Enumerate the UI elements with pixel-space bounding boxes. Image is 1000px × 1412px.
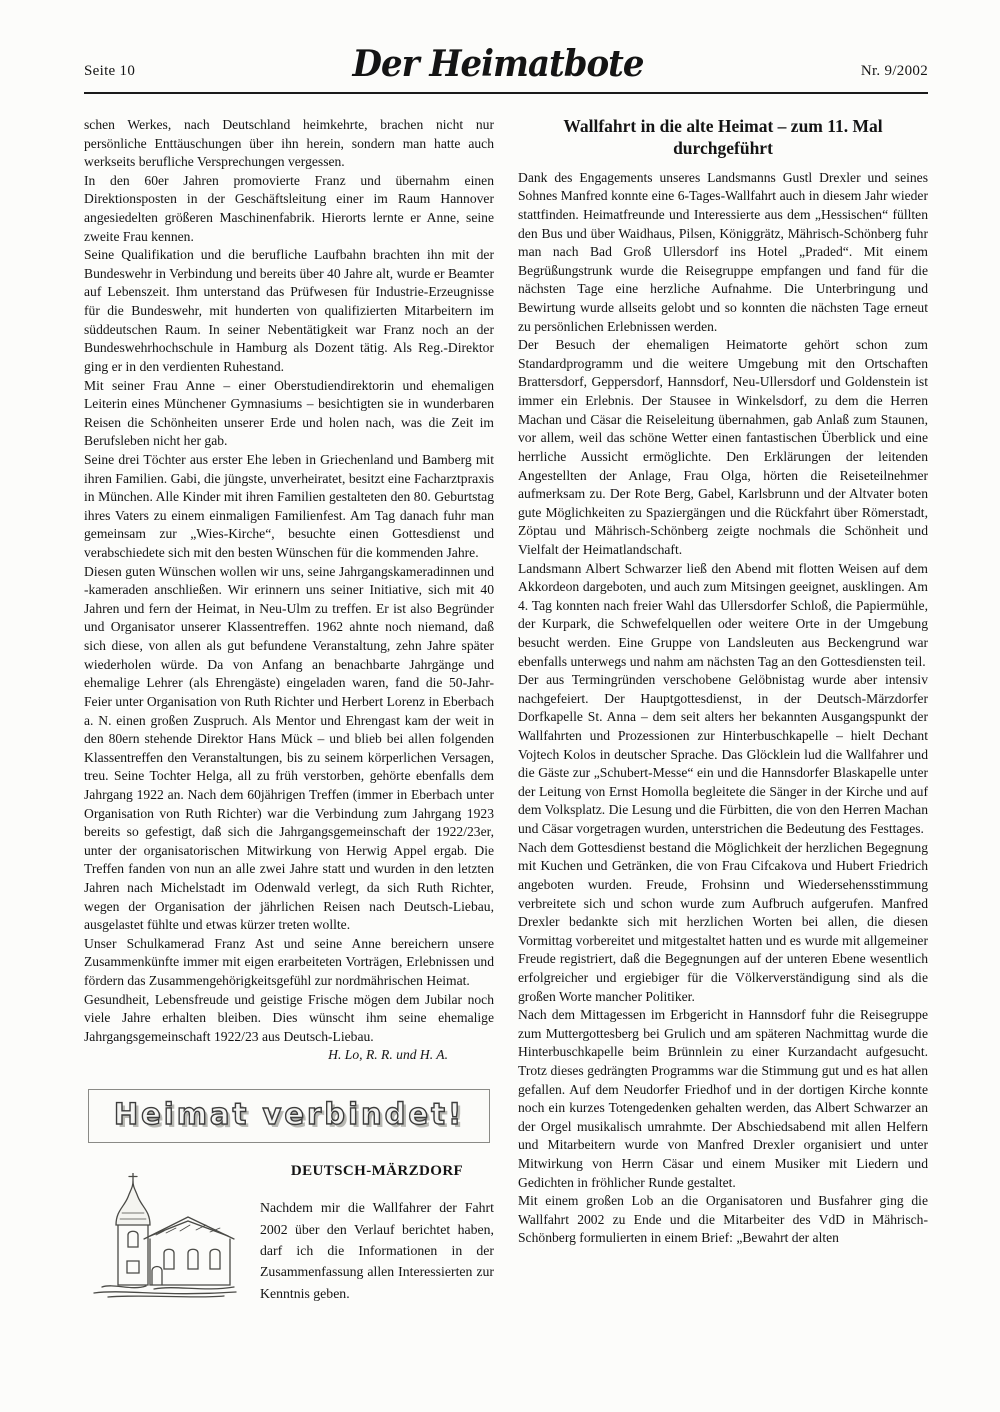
section-heading: DEUTSCH-MÄRZDORF [290, 1162, 464, 1179]
heimat-verbindet-banner [88, 1089, 490, 1143]
right-paragraph: Dank des Engagements unseres Landsmanns Gustl Drexler und seines Sohnes Manfred konnte eine 6-Tages-Wallfahrt auch in diesem Jahr wieder stattfinden. Heimatfreunde und Interessierte aus dem „Hessischen“ füllten den Bus und über Waidhaus, Pilsen, Königgrätz, Mährisch-Schönberg fuhr man nach Bad Groß Ullersdorf ins Hotel „Praded“. Mit einem Begrüßungstrunk wurde die Reisegruppe empfangen und fand für die nächsten Tage eine herzliche Aufnahme. Die Unterbringung und Bewirtung wurde allseits gelobt und so konnten die nächsten Tage erneut zu persönlichen Erlebnissen werden. [518, 169, 928, 334]
banner-text: Heimat verbindet! [113, 1097, 465, 1132]
page-number: Seite 10 [84, 63, 136, 79]
issue-number: Nr. 9/2002 [860, 63, 928, 79]
right-column [518, 116, 928, 1304]
section-paragraph: Nachdem mir die Wallfahrer der Fahrt 2002 über den Verlauf berichtet haben, darf ich die Informationen in der Zusammenfassung allen Interessierten zur Kenntnis geben. [260, 1200, 494, 1301]
deutsch-maerzdorf-section [84, 1157, 494, 1304]
article-signature: H. Lo, R. R. und H. A. [328, 1047, 448, 1063]
left-paragraph: In den 60er Jahren promovierte Franz und übernahm einen Direktionsposten in der Geschäftsleitung einer im Raum Hannover angesiedelten größeren Maschinenfabrik. Hierorts lernte er Anne, seine zweite Frau kennen. [84, 172, 494, 244]
page-header [84, 44, 928, 94]
right-paragraph: Der Besuch der ehemaligen Heimatorte gehört schon zum Standardprogramm und die weitere Umgebung mit den Ortschaften Brattersdorf, Geppersdorf, Hannsdorf, Neu-Ullersdorf und Goldenstein ist immer ein Erlebnis. Der Stausee in Winkelsdorf, zu dem die Herren Machan und Cäsar die Reiseleitung übernahmen, gab Anlaß zum Staunen, vor allem, weil das schöne Wetter einen fantastischen Überblick und eine herrliche Aussicht ermöglichte. Den Erklärungen der leitenden Angestellten der Anlage, Frau Olga, hörten die Reiseteilnehmer aufmerksam zu. Der Rote Berg, Gabel, Karlsbrunn und der Altvater boten gute Möglichkeiten zu Spaziergängen und die Rückfahrt über Römerstadt, Zöptau und Mährisch-Schönberg zeigte nochmals die Schönheit und Vielfalt der Heimatlandschaft. [518, 337, 928, 557]
left-paragraph: Diesen guten Wünschen wollen wir uns, seine Jahrgangskameradinnen und -kameraden anschließen. Wir erinnern uns seiner Initiative, sich mit 40 Jahren und fern der Heimat, in Neu-Ulm zu treffen. Er ist also Begründer und Organisator unserer Klassentreffen. 1962 ahnte noch niemand, daß sich diese, von allen als gut befundene Veranstaltung, zehn Jahre später wiederholen würde. Da von Anfang an benachbarte Jahrgänge und ehemalige Lehrer (als Ehrengäste) eingeladen waren, fand die 50-Jahr-Feier unter Organisation von Ruth Richter und Herbert Lorenz in Eberbach a. N. einen großen Zuspruch. Als Mentor und Ehrengast kam der weit in den 80ern stehende Direktor Hans Mück – und blieb bei allen folgenden Klassentreffen den Veranstaltungen, bis zu seinem körperlichen Versagen, treu. Seine Tochter Helga, all zu früh verstorben, gehörte ebenfalls dem Jahrgang 1922 an. Nach dem 60jährigen Treffen (immer in Eberbach unter Organisation von Ruth Richter) war die Verbindung zum Jahrgang 1923 bereits so gefestigt, daß sich die Jahrgangsgemeinschaft der 1922/23er, unter der organisatorischen Mitwirkung von Herwig Appel ergab. Die Treffen fanden von nun an alle zwei Jahre statt und wurden in den letzten Jahren nach Michelstadt im Odenwald verlegt, da sich Ruth Richter, wegen der Organisation der jährlichen Reisen nach Deutsch-Liebau, ausgelastet fühlte und etwas kürzer treten wollte. [84, 563, 494, 933]
left-paragraph: Mit seiner Frau Anne – einer Oberstudiendirektorin und ehemaligen Leiterin eines Münchener Gymnasiums – besichtigten sie in wunderbaren Reisen die Schönheiten unserer Erde und holen nach, was die Zeit im Berufsleben nicht her gab. [84, 377, 494, 449]
right-paragraph: Nach dem Mittagessen im Erbgericht in Hannsdorf fuhr die Reisegruppe zum Muttergottesberg bei Grulich und am späteren Nachmittag wurde die Hinterbuschkapelle beim Brünnlein zu einer Kurzandacht aufgesucht. Trotz dieses gedrängten Programms war die Stimmung gut und es hat allen gefallen. Auf dem Neudorfer Friedhof und in der dortigen Kirche konnte noch ein kurzes Totengedenken gehalten werden, das Albert Schwarzer an der Orgel musikalisch umrahmte. Der Abschiedsabend mit allen Helfern und Mitarbeitern wurde von Manfred Drexler organisiert und unter Mitwirkung von Herrn Cäsar und einem Musiker mit Liedern und Gedichten in fröhlicher Runde gestaltet. [518, 1007, 928, 1190]
article-columns [84, 116, 928, 1304]
left-paragraph: Unser Schulkamerad Franz Ast und seine Anne bereichern unsere Zusammenkünfte immer mit eigen erarbeiteten Vorträgen, Erlebnissen und fördern das Zusammengehörigkeitsgefühl zur nordmährischen Heimat. [84, 935, 494, 989]
left-paragraph: schen Werkes, nach Deutschland heimkehrte, brachen nicht nur persönliche Enttäuschungen über ihn herein, sondern man hatte auch werkseits berufliche Versprechungen vergessen. [84, 117, 494, 170]
right-paragraph: Der aus Termingründen verschobene Gelöbnistag wurde aber intensiv nachgefeiert. Der Hauptgottesdienst, in der Deutsch-Märzdorfer Dorfkapelle St. Anna – dem seit alters her bekannten Ausgangspunkt der Wallfahrten und Prozessionen zur Hinterbuschkapelle – hielt Dechant Vojtech Kolos in deutscher Sprache. Das Glöcklein lud die Wallfahrer und die Gäste zur „Schubert-Messe“ ein und die Hannsdorfer Blaskapelle unter der Leitung von Ernst Homolla begleitete die Sänger in der Kirche und auf dem Volksplatz. Die Lesung und die Fürbitten, die von den Herren Machan und Cäsar vorgetragen wurden, unterstrichen die Bedeutung des Festtages. [518, 672, 928, 837]
left-column [84, 116, 494, 1304]
left-paragraph: Seine drei Töchter aus erster Ehe leben in Griechenland und Bamberg mit ihren Familien. Gabi, die jüngste, unverheiratet, besitzt eine Facharztpraxis in München. Alle Kinder mit ihren Familien gestalteten den 80. Geburtstag ihres Vaters zu einem einmaligen Familienfest. Am Tag danach fuhr man gemeinsam zur „Wies-Kirche“, besuchte einen Gottesdienst und verabschiedete sich mit den besten Wünschen für die kommenden Jahre. [84, 451, 494, 561]
left-paragraph: Seine Qualifikation und die berufliche Laufbahn brachten ihn mit der Bundeswehr in Verbindung und bereits über 40 Jahre alt, wurde er Beamter auf Lebenszeit. Ihm unterstand das Prüfwesen für Industrie-Erzeugnisse für die Bundeswehr, mit hunderten von qualifizierten Mitarbeitern im süddeutschen Raum. In seiner Nebentätigkeit war Franz noch an der Bundeswehrhochschule in Hamburg als Dozent tätig. Als Reg.-Direktor ging er in den verdienten Ruhestand. [84, 247, 494, 374]
left-paragraph: Gesundheit, Lebensfreude und geistige Frische mögen dem Jubilar noch viele Jahre erhalten bleiben. Dies wünscht ihm seine ehemalige Jahrgangsgemeinschaft 1922/23 aus Deutsch-Liebau. [84, 991, 494, 1044]
right-paragraph: Nach dem Gottesdienst bestand die Möglichkeit der herzlichen Begegnung mit Kuchen und Getränken, die von Frau Cifcakova und Hubert Friedrich angeboten wurden. Freude, Frohsinn und Wiedersehensstimmung verbreitete sich und schon wurde zum Aufbruch aufgerufen. Manfred Drexler bedankte sich mit herzlichen Worten bei allen, die diesen Vormittag vorbereitet und mitgestaltet hatten und es wurde mit allgemeiner Freude registriert, daß die Begegnungen auf der unteren Ebene wesentlich erfolgreicher und ergiebiger für die Völkerverständigung sind als die großen Worte mancher Politiker. [518, 839, 928, 1004]
right-paragraph: Mit einem großen Lob an die Organisatoren und Busfahrer ging die Wallfahrt 2002 zu Ende und die Mitarbeiter des VdD in Mährisch-Schönberg formulierten in einem Brief: „Bewahrt der alten [518, 1193, 928, 1246]
church-illustration [84, 1157, 246, 1304]
section-content [260, 1157, 494, 1304]
right-paragraph: Landsmann Albert Schwarzer ließ den Abend mit flotten Weisen auf dem Akkordeon dargeboten, und auch zum Mitsingen geeignet, ausklingen. Am 4. Tag konnten nach freier Wahl das Ullersdorfer Schloß, die Papiermühle, der Kurpark, die Schwefelquellen oder weitere Orte in der Umgebung besucht werden. Eine Gruppe von Landsleuten aus Beckengrund war ebenfalls unterwegs und nahm am nächsten Tag an den Gottesdiensten teil. [518, 560, 928, 669]
masthead-title: Der Heimatbote [352, 42, 644, 86]
article-headline: Wallfahrt in die alte Heimat – zum 11. Mal durchgeführt [563, 116, 883, 158]
